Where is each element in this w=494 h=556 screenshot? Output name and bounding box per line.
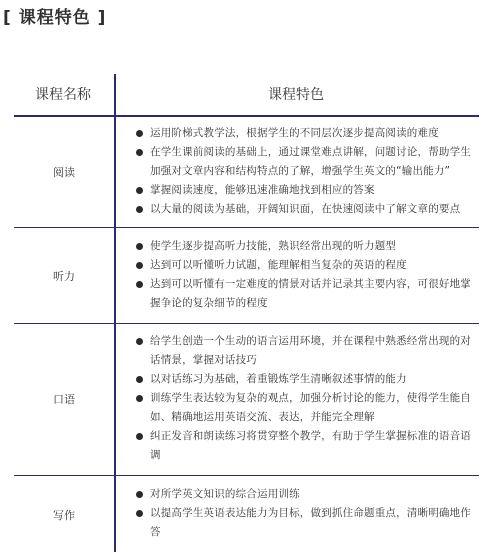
bullet-icon: [136, 510, 143, 517]
list-item-text: 运用阶梯式教学法，根据学生的不同层次逐步提高阅读的难度: [150, 127, 439, 139]
bullet-icon: [136, 433, 143, 440]
bullet-icon: [136, 262, 143, 269]
writing-features-list: [136, 485, 476, 542]
list-item-text: 以对话练习为基础，着重锻炼学生清晰叙述事情的能力: [150, 373, 407, 385]
list-item-text: 在学生课前阅读的基础上，通过课堂难点讲解，问题讨论，帮助学生加强对文章内容和结构特点的了解，增强学生英文的“输出能力”: [150, 146, 471, 177]
list-item: [136, 332, 476, 370]
reading-features-list: [136, 124, 476, 219]
list-item: [136, 237, 476, 256]
bullet-icon: [136, 491, 143, 498]
list-item-text: 给学生创造一个生动的语言运用环境，并在课程中熟悉经常出现的对话情景，掌握对话技巧: [150, 335, 471, 366]
bullet-icon: [136, 130, 143, 137]
list-item: [136, 485, 476, 504]
list-item: [136, 504, 476, 542]
header-course-name: 课程名称: [35, 87, 91, 103]
bullet-icon: [136, 187, 143, 194]
bullet-icon: [136, 206, 143, 213]
list-item-text: 以大量的阅读为基础，开阔知识面，在快速阅读中了解文章的要点: [150, 203, 461, 215]
list-item: [136, 427, 476, 465]
page-title: [ 课程特色 ]: [3, 8, 107, 28]
row-name-speaking: 口语: [53, 393, 75, 406]
speaking-features-list: [136, 332, 476, 465]
row-divider: [14, 227, 479, 228]
bullet-icon: [136, 243, 143, 250]
list-item: [136, 124, 476, 143]
list-item: [136, 275, 476, 313]
bullet-icon: [136, 338, 143, 345]
list-item: [136, 143, 476, 181]
listening-features-list: [136, 237, 476, 313]
list-item: [136, 389, 476, 427]
row-name-listening: 听力: [53, 270, 75, 283]
row-divider: [14, 323, 479, 324]
list-item: [136, 370, 476, 389]
column-divider: [114, 74, 116, 552]
list-item-text: 对所学英文知识的综合运用训练: [150, 488, 300, 500]
list-item-text: 掌握阅读速度，能够迅速准确地找到相应的答案: [150, 184, 375, 196]
list-item-text: 达到可以听懂有一定难度的情景对话并记录其主要内容，可很好地掌握争论的复杂细节的程度: [150, 278, 471, 309]
list-item: [136, 200, 476, 219]
bullet-icon: [136, 281, 143, 288]
list-item: [136, 256, 476, 275]
bullet-icon: [136, 149, 143, 156]
header-divider: [14, 115, 479, 117]
bullet-icon: [136, 395, 143, 402]
row-divider: [14, 475, 479, 476]
header-course-features: 课程特色: [268, 87, 324, 103]
list-item-text: 纠正发音和朗读练习将贯穿整个教学，有助于学生掌握标准的语音语调: [150, 430, 471, 461]
row-name-reading: 阅读: [53, 166, 75, 179]
bullet-icon: [136, 376, 143, 383]
list-item-text: 以提高学生英语表达能力为目标，做到抓住命题重点，清晰明确地作答: [150, 507, 471, 538]
list-item-text: 使学生逐步提高听力技能，熟识经常出现的听力题型: [150, 240, 397, 252]
list-item-text: 达到可以听懂听力试题，能理解相当复杂的英语的程度: [150, 259, 407, 271]
list-item-text: 训练学生表达较为复杂的观点，加强分析讨论的能力，使得学生能自如、精确地运用英语交流、表达，并能完全理解: [150, 392, 471, 423]
list-item: [136, 181, 476, 200]
row-name-writing: 写作: [53, 509, 75, 522]
